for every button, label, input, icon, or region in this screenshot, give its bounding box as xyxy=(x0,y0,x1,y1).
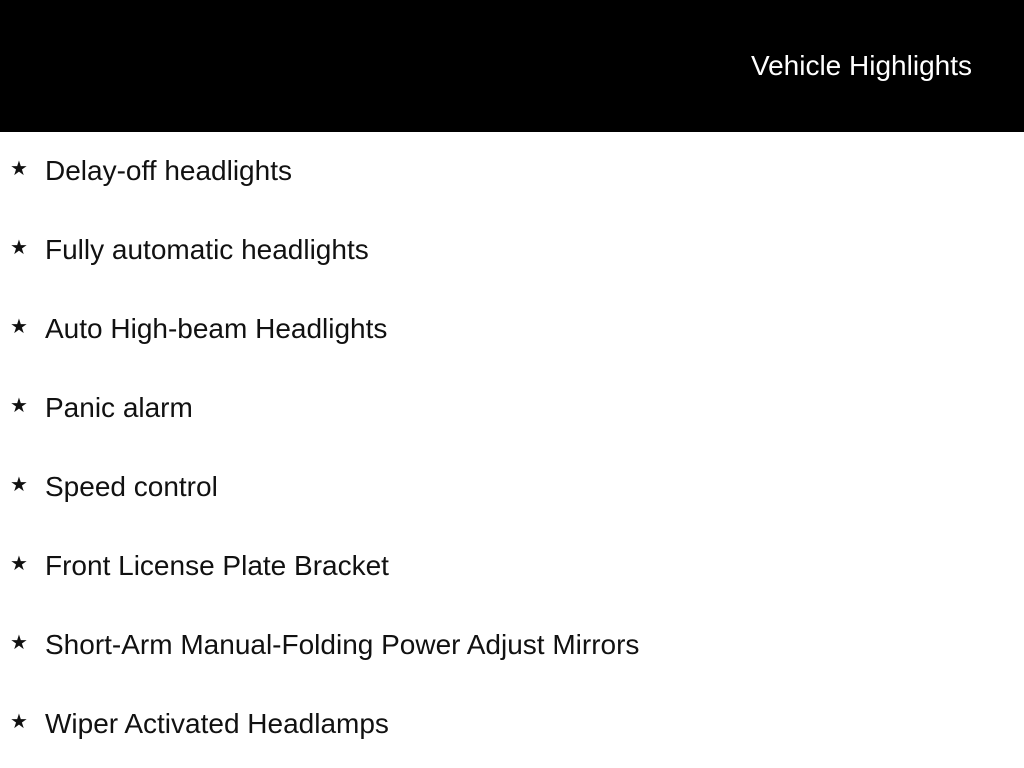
star-icon: ★ xyxy=(10,393,28,417)
list-item xyxy=(0,685,1024,764)
list-item xyxy=(0,606,1024,685)
page-title: Vehicle Highlights xyxy=(750,50,972,81)
star-icon: ★ xyxy=(10,156,28,180)
list-item xyxy=(0,448,1024,527)
star-icon: ★ xyxy=(10,551,28,575)
list-item xyxy=(0,527,1024,606)
highlight-label: Short-Arm Manual-Folding Power Adjust Mirrors xyxy=(45,629,640,660)
highlight-label: Fully automatic headlights xyxy=(45,234,369,265)
list-item xyxy=(0,211,1024,290)
header-banner xyxy=(0,0,1024,132)
star-icon: ★ xyxy=(10,235,28,259)
star-icon: ★ xyxy=(10,709,28,733)
highlight-label: Auto High-beam Headlights xyxy=(45,313,388,344)
star-icon: ★ xyxy=(10,630,28,654)
list-item xyxy=(0,369,1024,448)
list-item xyxy=(0,132,1024,211)
list-item xyxy=(0,290,1024,369)
star-icon: ★ xyxy=(10,472,28,496)
highlight-label: Speed control xyxy=(45,471,218,502)
highlight-label: Panic alarm xyxy=(45,392,193,423)
highlight-label: Wiper Activated Headlamps xyxy=(45,708,389,739)
highlight-label: Delay-off headlights xyxy=(45,155,292,186)
highlight-label: Front License Plate Bracket xyxy=(45,550,389,581)
star-icon: ★ xyxy=(10,314,28,338)
highlights-list xyxy=(0,132,1024,764)
